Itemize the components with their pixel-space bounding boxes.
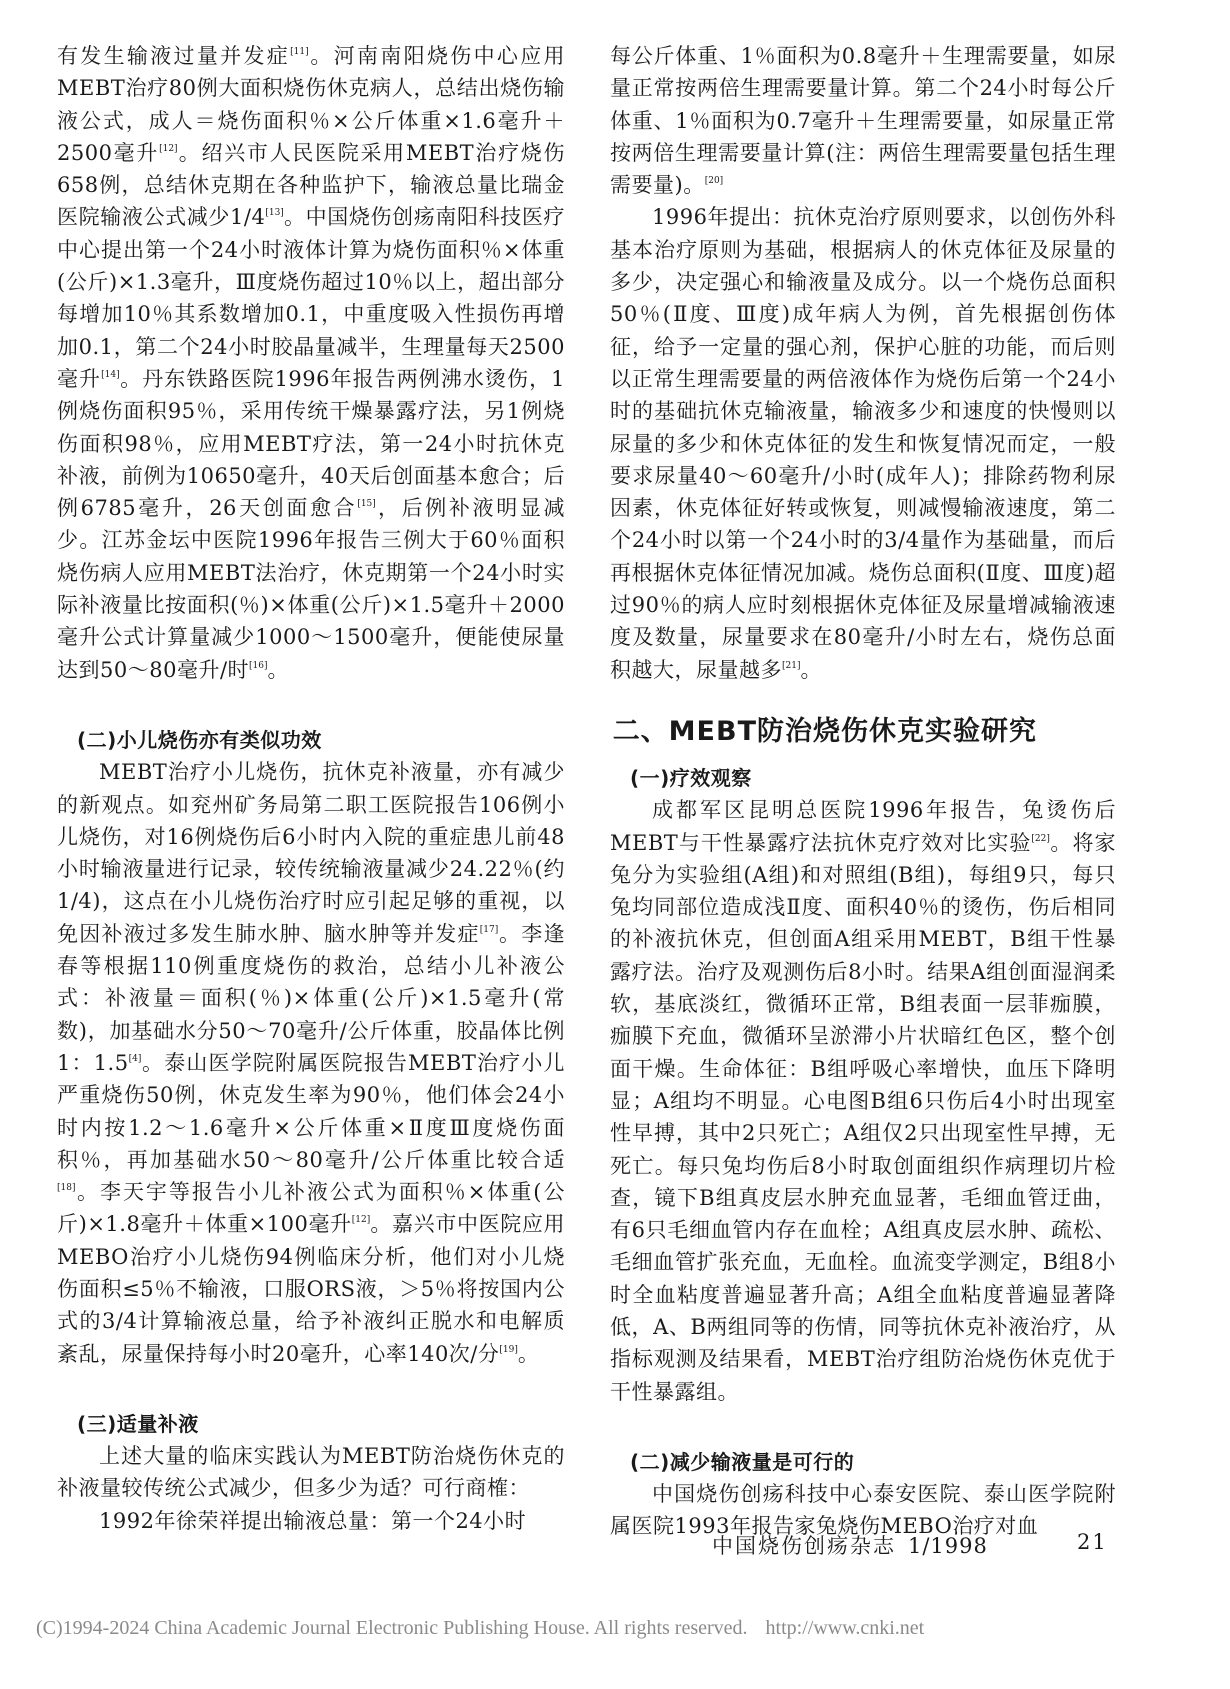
- paragraph: 1992年徐荣祥提出输液总量：第一个24小时: [99, 1508, 527, 1533]
- citation-ref: [20]: [704, 176, 724, 187]
- citation-ref: [13]: [265, 208, 284, 219]
- citation-ref: [22]: [1031, 833, 1050, 844]
- right-column: [610, 40, 1116, 1543]
- copyright-text: (C)1994-2024 China Academic Journal Electronic Publishing House. All rights reserved.: [36, 1617, 748, 1639]
- citation-ref: [12]: [159, 143, 178, 154]
- page-number: 21: [1077, 1530, 1108, 1554]
- section-title: 二、MEBT防治烧伤休克实验研究: [612, 715, 1037, 747]
- citation-ref: [11]: [290, 47, 309, 57]
- citation-ref: [17]: [479, 924, 499, 935]
- section-heading: (一)疗效观察: [630, 765, 752, 790]
- section-heading: (二)小儿烧伤亦有类似功效: [77, 727, 322, 752]
- left-column: [57, 40, 565, 1537]
- section-heading: (二)减少输液量是可行的: [630, 1449, 855, 1474]
- citation-ref: [18]: [57, 1183, 76, 1194]
- citation-ref: [4]: [128, 1053, 142, 1064]
- citation-ref: [15]: [357, 499, 376, 510]
- copyright-url: http://www.cnki.net: [765, 1617, 925, 1639]
- citation-ref: [12]: [351, 1215, 371, 1226]
- citation-ref: [19]: [499, 1344, 518, 1355]
- citation-ref: [16]: [249, 660, 268, 671]
- page-footer: [712, 1530, 1112, 1560]
- issue-number: 1/1998: [908, 1534, 988, 1558]
- citation-ref: [21]: [782, 660, 801, 671]
- paragraph: 有发生输液过量并发症[11]。河南南阳烧伤中心应用MEBT治疗80例大面积烧伤休克病人，总结出烧伤输液公式，成人＝烧伤面积％×公斤体重×1.6毫升＋2500毫升[12]。绍兴市人民医院采用MEBT治疗烧伤658例，总结休克期在各种监护下，输液总量比瑞金医院输液公式减少1/4[13]。中国烧伤创疡南阳科技医疗中心提出第一个24小时液体计算为烧伤面积％×体重(公斤)×1.3毫升，Ⅲ度烧伤超过10％以上，超出部分每增加10％其系数增加0.1，中重度吸入性损伤再增加0.1，第二个24小时胶晶量减半，生理量每天2500毫升[14]。丹东铁路医院1996年报告两例沸水烫伤，1例烧伤面积95％，采用传统干燥暴露疗法，另1例烧伤面积98％，应用MEBT疗法，第一24小时抗休克补液，前例为10650毫升，40天后创面基本愈合；后例6785毫升，26天创面愈合[15]，后例补液明显减少。江苏金坛中医院1996年报告三例大于60％面积烧伤病人应用MEBT法治疗，休克期第一个24小时实际补液量比按面积(％)×体重(公斤)×1.5毫升＋2000毫升公式计算量减少1000～1500毫升，便能使尿量达到50～80毫升/时[16]。: [57, 44, 566, 682]
- paragraph: 中国烧伤创疡科技中心泰安医院、泰山医学院附属医院1993年报告家兔烧伤MEBO治疗对血: [610, 1482, 1116, 1539]
- paragraph: 上述大量的临床实践认为MEBT防治烧伤休克的补液量较传统公式减少，但多少为适？可行商榷：: [57, 1444, 565, 1501]
- journal-name: 中国烧伤创疡杂志: [712, 1534, 896, 1558]
- paragraph: MEBT治疗小儿烧伤，抗休克补液量，亦有减少的新观点。如兖州矿务局第二职工医院报告106例小儿烧伤，对16例烧伤后6小时内入院的重症患儿前48小时输液量进行记录，较传统输液量减少24.22％(约1/4)，这点在小儿烧伤治疗时应引起足够的重视，以免因补液过多发生肺水肿、脑水肿等并发症[17]。李逢春等根据110例重度烧伤的救治，总结小儿补液公式：补液量＝面积(％)×体重(公斤)×1.5毫升(常数)，加基础水分50～70毫升/公斤体重，胶晶体比例1：1.5[4]。泰山医学院附属医院报告MEBT治疗小儿严重烧伤50例，休克发生率为90％，他们体会24小时内按1.2～1.6毫升×公斤体重×Ⅱ度Ⅲ度烧伤面积％，再加基础水50～80毫升/公斤体重比较合适[18]。李天宇等报告小儿补液公式为面积％×体重(公斤)×1.8毫升＋体重×100毫升[12]。嘉兴市中医院应用MEBO治疗小儿烧伤94例临床分析，他们对小儿烧伤面积≤5％不输液，口服ORS液，＞5％将按国内公式的3/4计算输液总量，给予补液纠正脱水和电解质紊乱，尿量保持每小时20毫升，心率140次/分[19]。: [57, 760, 566, 1366]
- paragraph: 1996年提出：抗休克治疗原则要求，以创伤外科基本治疗原则为基础，根据病人的休克体征及尿量的多少，决定强心和输液量及成分。以一个烧伤总面积50％(Ⅱ度、Ⅲ度)成年病人为例，首先根据创伤体征，给予一定量的强心剂，保护心脏的功能，而后则以正常生理需要量的两倍液体作为烧伤后第一个24小时的基础抗休克输液量，输液多少和速度的快慢则以尿量的多少和休克体征的发生和恢复情况而定，一般要求尿量40～60毫升/小时(成年人)；排除药物利尿因素，休克体征好转或恢复，则减慢输液速度，第二个24小时以第一个24小时的3/4量作为基础量，而后再根据休克体征情况加减。烧伤总面积(Ⅱ度、Ⅲ度)超过90％的病人应时刻根据休克体征及尿量增减输液速度及数量，尿量要求在80毫升/小时左右，烧伤总面积越大，尿量越多[21]。: [610, 205, 1116, 682]
- section-heading: (三)适量补液: [77, 1411, 199, 1436]
- citation-ref: [14]: [101, 369, 120, 380]
- copyright-notice: [36, 1617, 1196, 1640]
- paragraph: 成都军区昆明总医院1996年报告，兔烫伤后MEBT与干性暴露疗法抗休克疗效对比实验[22]。将家兔分为实验组(A组)和对照组(B组)，每组9只，每只兔均同部位造成浅Ⅱ度、面积40％的烫伤，伤后相同的补液抗休克，但创面A组采用MEBT，B组干性暴露疗法。治疗及观测伤后8小时。结果A组创面湿润柔软，基底淡红，微循环正常，B组表面一层菲痂膜，痂膜下充血，微循环呈淤滞小片状暗红色区，整个创面干燥。生命体征：B组呼吸心率增快，血压下降明显；A组均不明显。心电图B组6只伤后4小时出现室性早搏，其中2只死亡；A组仅2只出现室性早搏，无死亡。每只兔均伤后8小时取创面组织作病理切片检查，镜下B组真皮层水肿充血显著，毛细血管迂曲，有6只毛细血管内存在血栓；A组真皮层水肿、疏松、毛细血管扩张充血，无血栓。血流变学测定，B组8小时全血粘度普遍显著升高；A组全血粘度普遍显著降低，A、B两组同等的伤情，同等抗休克补液治疗，从指标观测及结果看，MEBT治疗组防治烧伤休克优于干性暴露组。: [610, 798, 1117, 1404]
- paragraph: 每公斤体重、1％面积为0.8毫升＋生理需要量，如尿量正常按两倍生理需要量计算。第二个24小时每公斤体重、1％面积为0.7毫升＋生理需要量，如尿量正常按两倍生理需要量计算(注：两倍生理需要量包括生理需要量)。[20]: [610, 44, 1116, 198]
